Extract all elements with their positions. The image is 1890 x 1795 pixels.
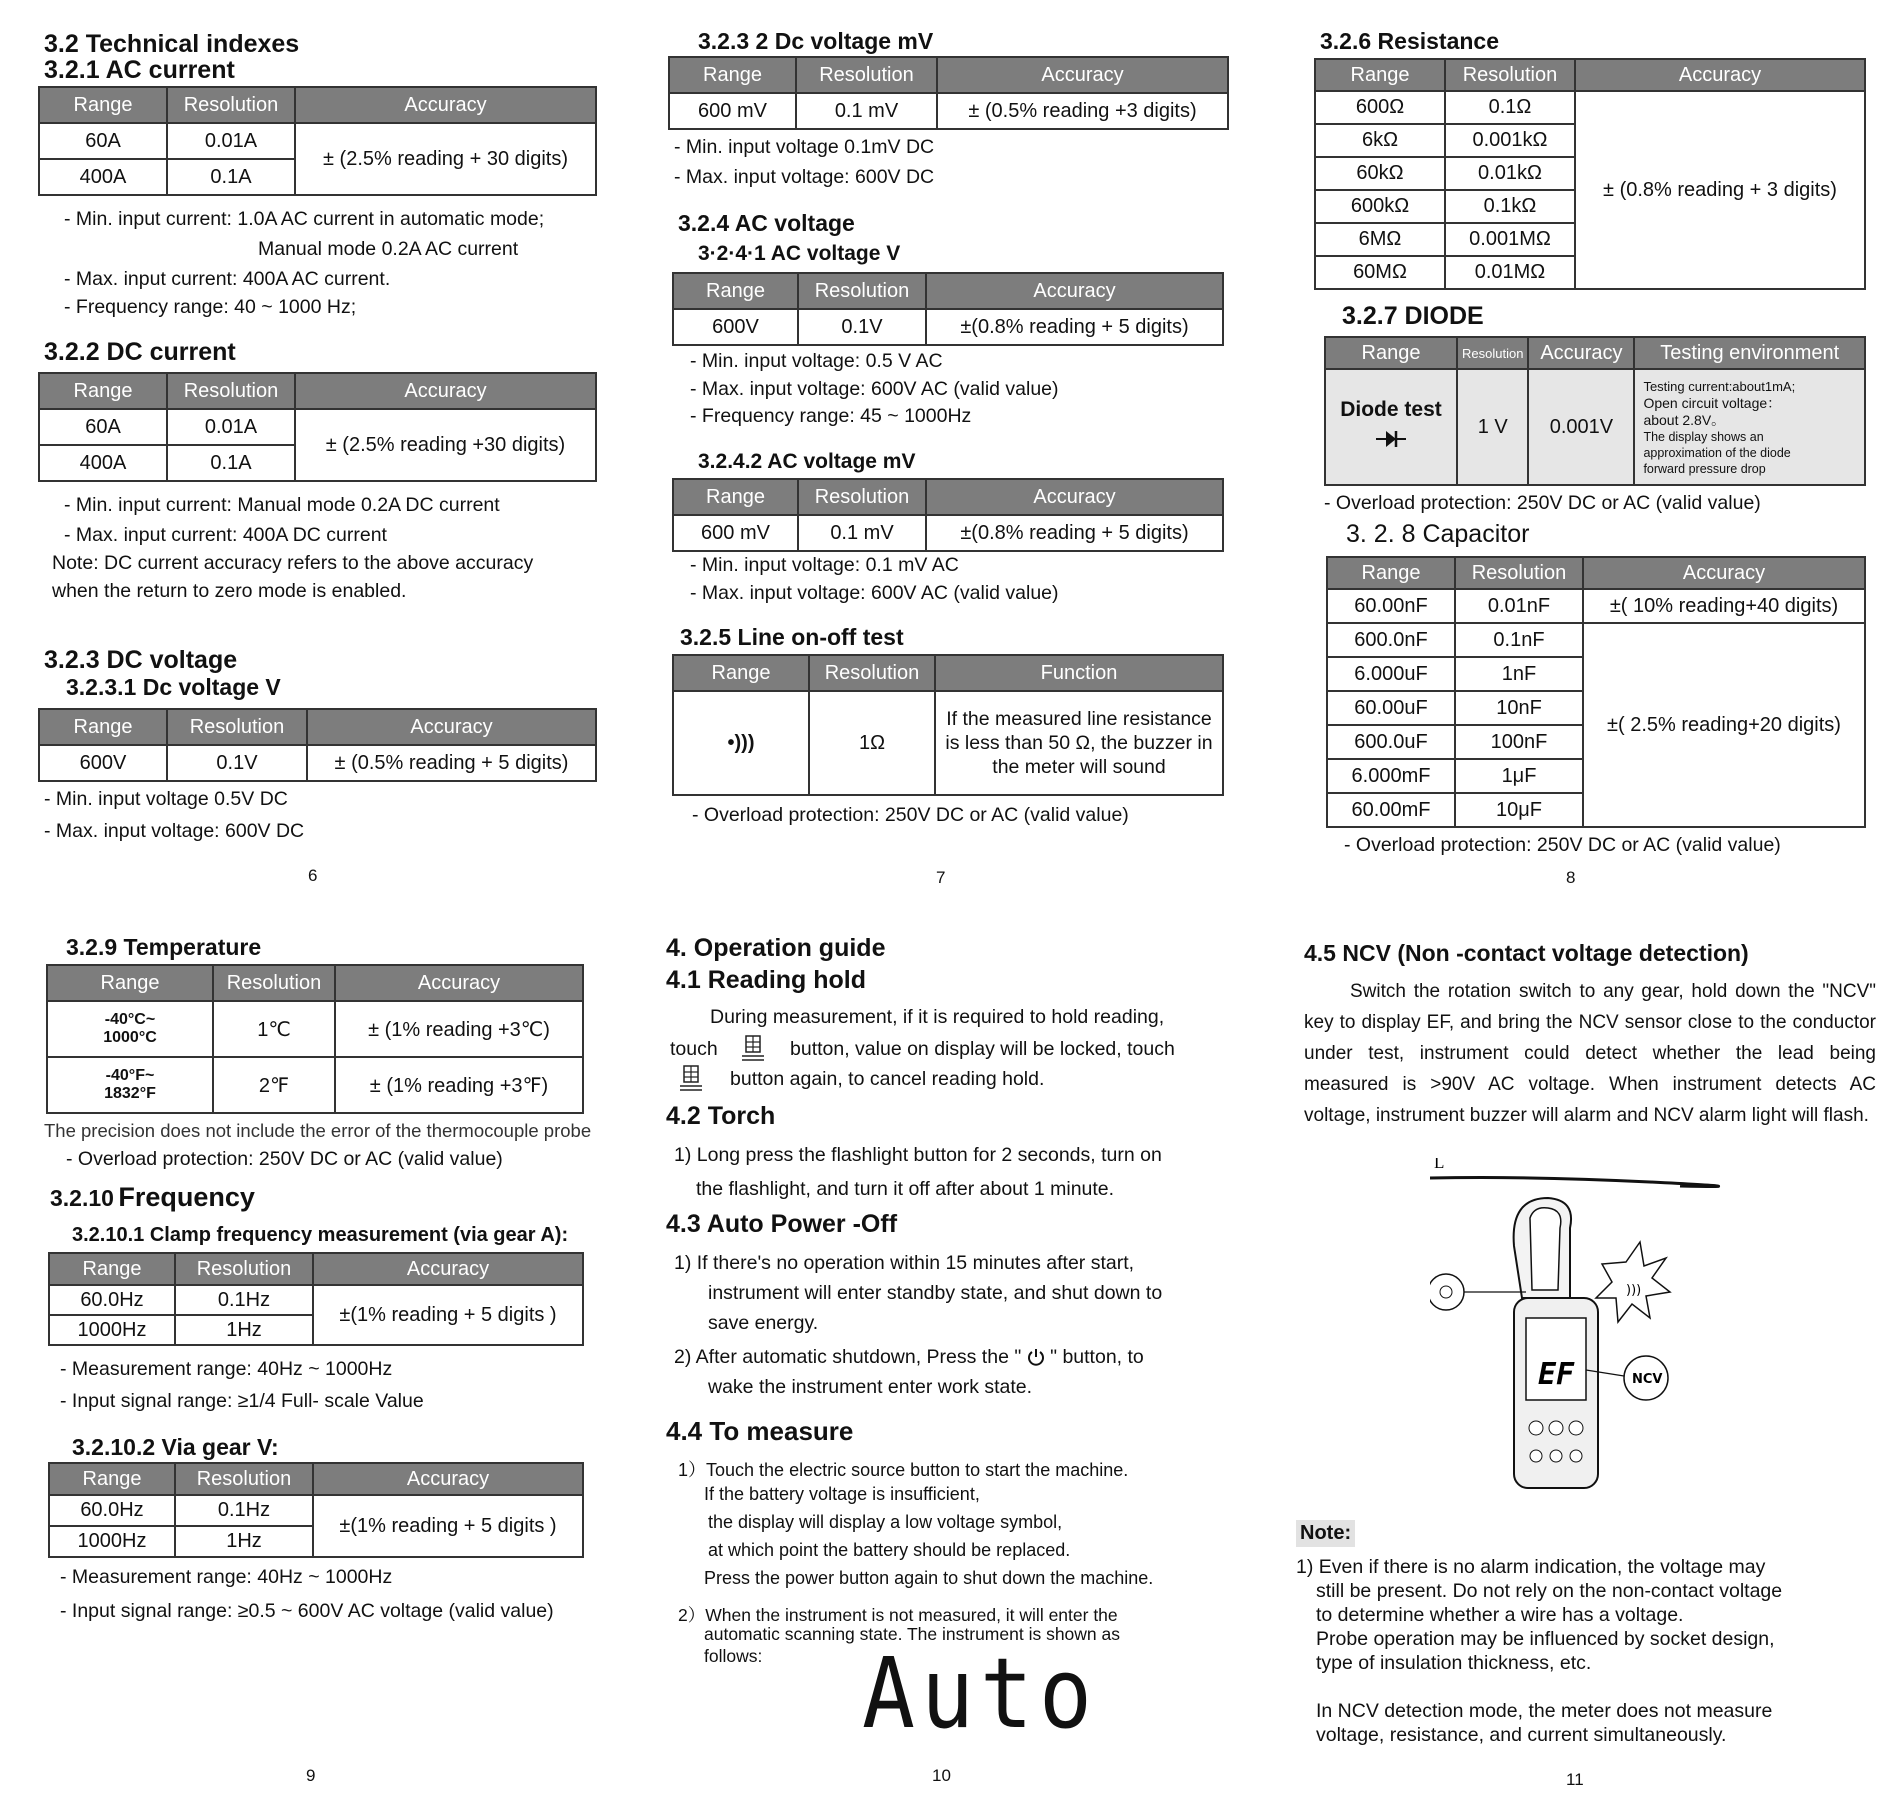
cell-resolution: 0.01MΩ	[1445, 256, 1575, 289]
col-resolution: Resolution	[796, 57, 937, 93]
note-line: - Min. input voltage: 0.5 V AC	[690, 350, 943, 372]
paragraph-line: follows:	[704, 1646, 763, 1666]
col-resolution: Resolution	[167, 709, 307, 745]
note-line: The precision does not include the error of the thermocouple probe	[44, 1120, 592, 1141]
col-accuracy: Accuracy	[1575, 59, 1865, 91]
note-line: when the return to zero mode is enabled.	[52, 580, 407, 602]
note-line: - Min. input voltage: 0.1 mV AC	[690, 554, 959, 576]
page-10	[630, 900, 1260, 1795]
cell-resolution: 0.001kΩ	[1445, 124, 1575, 157]
cell-resolution: 0.01A	[167, 409, 295, 445]
col-range: Range	[673, 655, 809, 691]
paragraph-line: During measurement, if it is required to hold reading,	[710, 1006, 1165, 1028]
page-number: 6	[308, 866, 318, 885]
cell-range: 60.00mF	[1327, 793, 1455, 827]
ncv-illustration	[1430, 1158, 1770, 1498]
ac-voltage-mv-heading: 3.2.4.2 AC voltage mV	[698, 450, 916, 473]
capacitor-heading: 3. 2. 8 Capacitor	[1346, 520, 1530, 548]
frequency-heading-number: 3.2.10	[50, 1185, 114, 1211]
cell-accuracy: ± (0.5% reading +3 digits)	[937, 93, 1228, 129]
col-range: Range	[1315, 59, 1445, 91]
col-function: Function	[935, 655, 1223, 691]
cell-resolution: 0.1Ω	[1445, 91, 1575, 124]
conductor-line	[1430, 1178, 1719, 1187]
cell-resolution: 10μF	[1455, 793, 1583, 827]
note-line: - Min. input voltage 0.1mV DC	[674, 136, 935, 158]
frequency-heading-word: Frequency	[118, 1182, 255, 1212]
note-line: - Min. input current: Manual mode 0.2A DC current	[64, 494, 500, 516]
paragraph-line: Press the power button again to shut down the machine.	[704, 1568, 1154, 1588]
cell-accuracy: ± (1% reading +3℃)	[335, 1001, 583, 1057]
cell-resolution: 0.01A	[167, 123, 295, 159]
col-range: Range	[673, 273, 798, 309]
note-line: voltage, resistance, and current simultaneously.	[1316, 1724, 1727, 1746]
col-range: Range	[49, 1253, 175, 1285]
cell-accuracy: ±( 2.5% reading+20 digits)	[1583, 623, 1865, 827]
ncv-badge-label: NCV	[1632, 1372, 1663, 1387]
paragraph-line: touch	[670, 1038, 718, 1060]
cell-resolution: 0.1V	[167, 745, 307, 781]
page-7	[630, 0, 1260, 900]
cell-accuracy: ±(1% reading + 5 digits )	[313, 1285, 583, 1345]
cell-range: 400A	[39, 445, 167, 481]
cell-resolution: 1℃	[213, 1001, 335, 1057]
col-resolution: Resolution	[1455, 557, 1583, 589]
dc-current-table	[38, 372, 597, 482]
range-line: -40°F~	[105, 1067, 155, 1084]
range-line: 1000°C	[103, 1029, 157, 1046]
ac-voltage-v-heading: 3·2·4·1 AC voltage V	[698, 242, 901, 265]
cell-resolution: 1μF	[1455, 759, 1583, 793]
note-line: 1) Even if there is no alarm indication, the voltage may	[1296, 1556, 1766, 1578]
env-line: about 2.8V。	[1643, 411, 1726, 428]
cell-range: 6.000mF	[1327, 759, 1455, 793]
note-line: - Max. input current: 400A AC current.	[64, 268, 391, 290]
dc-voltage-subheading: 3.2.3.1 Dc voltage V	[66, 674, 281, 700]
cell-accuracy: ± (2.5% reading +30 digits)	[295, 409, 596, 481]
env-line: The display shows an	[1643, 429, 1764, 444]
line-label: L	[1434, 1158, 1445, 1172]
paragraph-line	[674, 1346, 1144, 1369]
cell-accuracy: ±(0.8% reading + 5 digits)	[926, 515, 1223, 551]
note-line: - Measurement range: 40Hz ~ 1000Hz	[60, 1566, 393, 1588]
cell-range: 600.0nF	[1327, 623, 1455, 657]
cell-range: 60A	[39, 409, 167, 445]
note-line: Probe operation may be influenced by socket design,	[1316, 1628, 1775, 1650]
cell-range	[47, 1001, 213, 1057]
gear-v-frequency-table	[48, 1462, 584, 1558]
diode-icon	[1376, 428, 1406, 450]
frequency-heading	[50, 1182, 255, 1213]
note-line: to determine whether a wire has a voltage.	[1316, 1604, 1684, 1626]
line-test-table	[672, 654, 1224, 796]
ac-voltage-v-table	[672, 272, 1224, 346]
note-line: - Measurement range: 40Hz ~ 1000Hz	[60, 1358, 393, 1380]
note-line: In NCV detection mode, the meter does not measure	[1316, 1700, 1773, 1722]
col-resolution: Resolution	[167, 373, 295, 409]
cell-range: 60MΩ	[1315, 256, 1445, 289]
paragraph-line: 1）Touch the electric source button to start the machine.	[678, 1460, 1129, 1480]
env-line: Open circuit voltage：	[1643, 394, 1782, 411]
note-line: - Overload protection: 250V DC or AC (valid value)	[1324, 492, 1761, 514]
cell-range: 600 mV	[673, 515, 798, 551]
cell-function: If the measured line resistance is less than 50 Ω, the buzzer in the meter will sound	[935, 691, 1223, 795]
col-accuracy: Accuracy	[1528, 337, 1634, 369]
ncv-paragraph: Switch the rotation switch to any gear, hold down the "NCV" key to display EF, and bring the NCV sensor close to the conductor under test, instrument could detect whether the lead being measured is >90V AC voltage. When instrument detects AC voltage, instrument buzzer will alarm and NCV alarm light will flash.	[1304, 981, 1876, 1126]
note-line: - Overload protection: 250V DC or AC (valid value)	[1344, 834, 1781, 856]
cell-accuracy: ±( 10% reading+40 digits)	[1583, 589, 1865, 623]
cell-range: 1000Hz	[49, 1526, 175, 1557]
cell-range: 60.00uF	[1327, 691, 1455, 725]
cell-resolution: 0.01nF	[1455, 589, 1583, 623]
dc-mv-heading: 3.2.3 2 Dc voltage mV	[698, 28, 934, 54]
env-line: forward pressure drop	[1643, 461, 1766, 476]
note-line: type of insulation thickness, etc.	[1316, 1652, 1592, 1674]
cell-resolution: 0.1A	[167, 445, 295, 481]
diode-test-cell	[1325, 369, 1457, 485]
buzzer-icon: •)))	[673, 691, 809, 795]
diode-table	[1324, 336, 1866, 486]
capacitor-table	[1326, 556, 1866, 828]
resistance-heading: 3.2.6 Resistance	[1320, 28, 1500, 54]
note-line: - Overload protection: 250V DC or AC (valid value)	[66, 1148, 503, 1170]
diode-heading: 3.2.7 DIODE	[1342, 302, 1484, 330]
ac-voltage-mv-table	[672, 478, 1224, 552]
cell-accuracy: 0.001V	[1528, 369, 1634, 485]
note-line: - Frequency range: 45 ~ 1000Hz	[690, 405, 972, 427]
cell-resolution: 0.1V	[798, 309, 926, 345]
col-resolution: Resolution	[809, 655, 935, 691]
col-range: Range	[1325, 337, 1457, 369]
page-number: 9	[306, 1766, 316, 1785]
cell-range: 600 mV	[669, 93, 796, 129]
cell-resolution: 1Hz	[175, 1526, 313, 1557]
reading-hold-heading: 4.1 Reading hold	[666, 966, 867, 994]
cell-range: 1000Hz	[49, 1315, 175, 1345]
note-line: - Max. input voltage: 600V AC (valid value)	[690, 582, 1059, 604]
cell-resolution: 2℉	[213, 1057, 335, 1113]
cell-range	[47, 1057, 213, 1113]
cell-range: 600Ω	[1315, 91, 1445, 124]
col-range: Range	[669, 57, 796, 93]
range-line: 1832°F	[104, 1085, 156, 1102]
cell-range: 60.0Hz	[49, 1495, 175, 1526]
col-testing-environment: Testing environment	[1634, 337, 1865, 369]
note-line: - Min. input voltage 0.5V DC	[44, 788, 288, 810]
clamp-frequency-table	[48, 1252, 584, 1346]
cell-resolution: 1Ω	[809, 691, 935, 795]
ncv-heading: 4.5 NCV (Non -contact voltage detection)	[1304, 940, 1749, 966]
dc-voltage-heading: 3.2.3 DC voltage	[44, 646, 238, 674]
note-line: - Overload protection: 250V DC or AC (valid value)	[692, 804, 1129, 826]
page-11	[1260, 900, 1890, 1795]
paragraph-line: 2）When the instrument is not measured, it will enter the	[678, 1605, 1118, 1625]
col-resolution: Resolution	[1457, 337, 1528, 369]
cell-resolution: 1 V	[1457, 369, 1528, 485]
col-resolution: Resolution	[167, 87, 295, 123]
cell-range: 600.0uF	[1327, 725, 1455, 759]
col-accuracy: Accuracy	[313, 1463, 583, 1495]
clamp-frequency-heading: 3.2.10.1 Clamp frequency measurement (via gear A):	[72, 1224, 569, 1246]
page-number: 11	[1566, 1770, 1584, 1789]
cell-resolution: 0.01kΩ	[1445, 157, 1575, 190]
note-line: Manual mode 0.2A AC current	[258, 238, 519, 260]
col-accuracy: Accuracy	[295, 87, 596, 123]
cell-resolution: 0.1Hz	[175, 1495, 313, 1526]
col-accuracy: Accuracy	[307, 709, 596, 745]
paragraph-line: wake the instrument enter work state.	[708, 1376, 1033, 1398]
env-line: approximation of the diode	[1643, 445, 1791, 460]
col-accuracy: Accuracy	[295, 373, 596, 409]
ac-current-heading: 3.2.1 AC current	[44, 56, 235, 84]
col-accuracy: Accuracy	[926, 273, 1223, 309]
cell-range: 600V	[39, 745, 167, 781]
page-6	[0, 0, 630, 900]
diode-test-label: Diode test	[1340, 398, 1442, 421]
col-range: Range	[39, 373, 167, 409]
col-accuracy: Accuracy	[1583, 557, 1865, 589]
paragraph-line: button, value on display will be locked, touch	[790, 1038, 1175, 1060]
dc-mv-table	[668, 56, 1229, 130]
paragraph-line: save energy.	[708, 1312, 819, 1334]
cell-range: 6MΩ	[1315, 223, 1445, 256]
cell-resolution: 1Hz	[175, 1315, 313, 1345]
col-range: Range	[49, 1463, 175, 1495]
resistance-table	[1314, 58, 1866, 290]
cell-range: 400A	[39, 159, 167, 195]
col-range: Range	[47, 965, 213, 1001]
buzzer-burst-icon	[1596, 1242, 1670, 1322]
note-line: - Max. input voltage: 600V DC	[44, 820, 305, 842]
note-line: - Input signal range: ≥0.5 ~ 600V AC voltage (valid value)	[60, 1600, 554, 1622]
paragraph-line: 1) Long press the flashlight button for 2 seconds, turn on	[674, 1144, 1162, 1166]
paragraph-line: button again, to cancel reading hold.	[730, 1068, 1045, 1090]
cell-range: 60A	[39, 123, 167, 159]
cell-accuracy: ± (1% reading +3℉)	[335, 1057, 583, 1113]
cell-resolution: 0.1 mV	[796, 93, 937, 129]
dc-voltage-table	[38, 708, 597, 782]
paragraph-line: at which point the battery should be replaced.	[708, 1540, 1071, 1560]
paragraph-line: automatic scanning state. The instrument is shown as	[704, 1624, 1121, 1644]
note-line: still be present. Do not rely on the non-contact voltage	[1316, 1580, 1783, 1602]
section-title: 3.2 Technical indexes	[44, 30, 300, 58]
cell-resolution: 10nF	[1455, 691, 1583, 725]
cell-range: 6.000uF	[1327, 657, 1455, 691]
col-resolution: Resolution	[175, 1253, 313, 1285]
cell-resolution: 0.1nF	[1455, 623, 1583, 657]
col-resolution: Resolution	[798, 479, 926, 515]
cell-accuracy: ± (0.5% reading + 5 digits)	[307, 745, 596, 781]
cell-range: 6kΩ	[1315, 124, 1445, 157]
paragraph-line: If the battery voltage is insufficient,	[704, 1484, 980, 1504]
power-icon	[1027, 1348, 1045, 1366]
cell-resolution: 0.1Hz	[175, 1285, 313, 1315]
note-line: - Input signal range: ≥1/4 Full- scale Value	[60, 1390, 424, 1412]
paragraph-line: the display will display a low voltage symbol,	[708, 1512, 1063, 1532]
cell-resolution: 0.1kΩ	[1445, 190, 1575, 223]
note-label: Note:	[1296, 1520, 1355, 1547]
page-number: 8	[1566, 868, 1576, 887]
cell-accuracy: ± (2.5% reading + 30 digits)	[295, 123, 596, 195]
cell-resolution: 100nF	[1455, 725, 1583, 759]
note-line: - Frequency range: 40 ~ 1000 Hz;	[64, 296, 357, 318]
to-measure-heading: 4.4 To measure	[666, 1416, 854, 1446]
page-number: 7	[936, 868, 946, 887]
auto-power-off-heading: 4.3 Auto Power -Off	[666, 1210, 898, 1238]
note-line: - Min. input current: 1.0A AC current in automatic mode;	[64, 208, 545, 230]
note-line: Note: DC current accuracy refers to the above accuracy	[52, 552, 534, 574]
col-accuracy: Accuracy	[313, 1253, 583, 1285]
cell-range: 60.00nF	[1327, 589, 1455, 623]
col-resolution: Resolution	[175, 1463, 313, 1495]
col-accuracy: Accuracy	[335, 965, 583, 1001]
cell-accuracy: ± (0.8% reading + 3 digits)	[1575, 91, 1865, 289]
cell-range: 60kΩ	[1315, 157, 1445, 190]
paragraph-line: the flashlight, and turn it off after about 1 minute.	[696, 1178, 1115, 1200]
temperature-heading: 3.2.9 Temperature	[66, 934, 262, 960]
cell-range: 60.0Hz	[49, 1285, 175, 1315]
cell-resolution: 1nF	[1455, 657, 1583, 691]
ncv-light-icon	[1430, 1274, 1464, 1310]
cell-accuracy: ±(0.8% reading + 5 digits)	[926, 309, 1223, 345]
col-accuracy: Accuracy	[926, 479, 1223, 515]
temperature-table	[46, 964, 584, 1114]
note-line: - Max. input voltage: 600V AC (valid value)	[690, 378, 1059, 400]
line-part: " button, to	[1044, 1346, 1144, 1368]
env-line: Testing current:about1mA;	[1643, 378, 1796, 394]
torch-heading: 4.2 Torch	[666, 1102, 776, 1130]
sound-waves-icon: )))	[1626, 1283, 1642, 1298]
gear-v-heading: 3.2.10.2 Via gear V:	[72, 1434, 279, 1460]
line-test-heading: 3.2.5 Line on-off test	[680, 624, 904, 650]
cell-range: 600V	[673, 309, 798, 345]
cell-resolution: 0.1 mV	[798, 515, 926, 551]
ac-current-table	[38, 86, 597, 196]
page-number: 10	[932, 1766, 951, 1785]
col-accuracy: Accuracy	[937, 57, 1228, 93]
line-part: 2) After automatic shutdown, Press the "	[674, 1346, 1027, 1368]
col-range: Range	[39, 87, 167, 123]
cell-testing-environment	[1634, 369, 1865, 485]
hold-button-icon	[742, 1034, 764, 1062]
cell-range: 600kΩ	[1315, 190, 1445, 223]
paragraph-line: instrument will enter standby state, and shut down to	[708, 1282, 1163, 1304]
auto-lcd-display: Auto	[862, 1636, 1098, 1751]
page-9	[0, 900, 630, 1795]
page-8	[1260, 0, 1890, 900]
cell-resolution: 0.001MΩ	[1445, 223, 1575, 256]
col-range: Range	[39, 709, 167, 745]
cell-resolution: 0.1A	[167, 159, 295, 195]
paragraph-line: 1) If there's no operation within 15 minutes after start,	[674, 1252, 1135, 1274]
ef-readout: EF	[1538, 1357, 1575, 1392]
note-line: - Max. input voltage: 600V DC	[674, 166, 935, 188]
col-resolution: Resolution	[213, 965, 335, 1001]
hold-button-icon	[680, 1064, 702, 1092]
col-resolution: Resolution	[1445, 59, 1575, 91]
cell-accuracy: ±(1% reading + 5 digits )	[313, 1495, 583, 1557]
dc-current-heading: 3.2.2 DC current	[44, 338, 236, 366]
col-range: Range	[1327, 557, 1455, 589]
range-line: -40°C~	[104, 1011, 156, 1028]
note-line: - Max. input current: 400A DC current	[64, 524, 387, 546]
operation-guide-title: 4. Operation guide	[666, 934, 886, 962]
col-range: Range	[673, 479, 798, 515]
col-resolution: Resolution	[798, 273, 926, 309]
ac-voltage-heading: 3.2.4 AC voltage	[678, 210, 855, 236]
